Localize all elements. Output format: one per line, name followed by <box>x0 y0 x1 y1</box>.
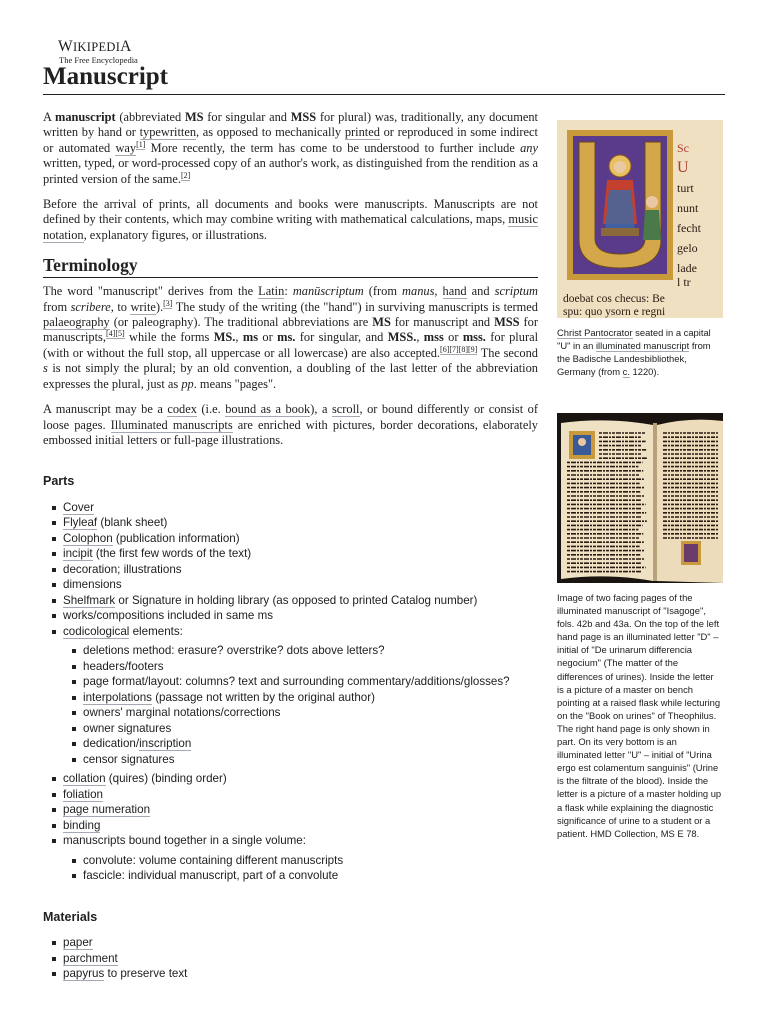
link-papyrus[interactable]: papyrus <box>63 967 105 981</box>
terminology-paragraph-1: The word "manuscript" derives from the Latin: manūscriptum (from manus, hand and scriptum from scribere, to write).[3] The study of the writing (the "hand") in surviving manuscripts is termed palaeography (or paleography). The traditional abbreviations are MS for manuscript and MSS for manuscripts,[4][5] while the forms MS., ms or ms. for singular, and MSS., mss or mss. for plural (with or without the full stop, all uppercase or all lowercase) are also accepted.[6][7][8][9] The second s is not simply the plural; by an old convention, a doubling of the last letter of the abbreviation expresses the plural, just as pp. means "pages". <box>43 284 539 391</box>
image-text-5: gelo <box>677 241 698 255</box>
intro-paragraph-1: A manuscript (abbreviated MS for singular and MSS for plural) was, traditionally, any document written by hand or typewritten, as opposed to mechanically printed or reproduced in some indirect or automated way[1] More recently, the term has come to be understood to further include any written, typed, or word-processed copy of an author's work, as distinguished from the rendition as a printed version of the same.[2] <box>43 110 538 186</box>
link-interpolations[interactable]: interpolations <box>83 690 152 704</box>
link-flyleaf[interactable]: Flyleaf <box>63 516 98 530</box>
list-item <box>63 802 538 818</box>
image-text-3: nunt <box>677 201 699 215</box>
parts-list <box>43 500 538 884</box>
link-write[interactable]: write <box>130 299 156 314</box>
link-paper[interactable]: paper <box>63 936 93 950</box>
list-item <box>63 787 538 803</box>
image-text-0: Sc <box>677 141 689 155</box>
ref-6-9[interactable]: [6][7][8][9] <box>440 344 478 354</box>
link-colophon[interactable]: Colophon <box>63 531 113 545</box>
link-typewritten[interactable]: typewritten <box>139 125 197 140</box>
list-item <box>63 935 538 951</box>
link-circa[interactable]: c. <box>622 366 630 378</box>
link-bound-as-a-book[interactable]: bound as a book <box>225 402 311 417</box>
link-cover[interactable]: Cover <box>63 500 94 514</box>
list-item: interpolations (passage not written by the original author) <box>83 690 538 706</box>
list-item <box>63 951 538 967</box>
image-text-4: fecht <box>677 221 701 235</box>
link-illuminated-manuscript[interactable]: illuminated manuscript <box>595 340 690 352</box>
list-item: headers/footers <box>83 659 538 675</box>
figure-christ-pantocrator <box>557 120 723 378</box>
terminology-paragraph-2: A manuscript may be a codex (i.e. bound as a book), a scroll, or bound differently or consist of loose pages. Illuminated manuscripts are enriched with pictures, border decorations, elaborately embossed initial letters or full-page illustrations. <box>43 402 538 447</box>
link-hand[interactable]: hand <box>442 284 467 299</box>
link-way[interactable]: way <box>115 140 137 155</box>
list-item: fascicle: individual manuscript, part of a convolute <box>83 868 538 884</box>
ref-3[interactable]: [3] <box>163 298 173 308</box>
ref-2[interactable]: [2] <box>180 170 191 180</box>
list-item: dimensions <box>63 577 538 593</box>
link-illuminated-manuscripts[interactable]: Illuminated manuscripts <box>110 417 233 432</box>
materials-list <box>43 935 538 982</box>
link-palaeography[interactable]: palaeography <box>43 315 110 330</box>
wikipedia-logo[interactable] <box>58 39 138 64</box>
list-item: Colophon (publication information) <box>63 531 538 547</box>
list-item: works/compositions included in same ms <box>63 608 538 624</box>
list-item: decoration; illustrations <box>63 562 538 578</box>
link-printed[interactable]: printed <box>344 125 380 140</box>
codicological-sublist <box>63 643 538 767</box>
link-christ-pantocrator[interactable]: Christ Pantocrator <box>557 327 633 338</box>
list-item: dedication/inscription <box>83 736 538 752</box>
list-item: codicological elements: deletions method: erasure? overstrike? dots above letters? headers/footers page format/layout: columns? text and surrounding commentary/additions/glosses? interpolations (passage not written by the original author) owners' marginal notations/corrections owner signatures dedication/inscription censor signatures <box>63 624 538 768</box>
page-title: Manuscript <box>43 62 725 95</box>
list-item: deletions method: erasure? overstrike? dots above letters? <box>83 643 538 659</box>
list-item: owners' marginal notations/corrections <box>83 705 538 721</box>
figure-1-caption: Christ Pantocrator seated in a capital "U" in an illuminated manuscript from the Badische Landesbibliothek, Germany (from c. 1220). <box>557 327 711 378</box>
link-parchment[interactable]: parchment <box>63 951 118 965</box>
list-item <box>63 818 538 834</box>
link-binding[interactable]: binding <box>63 818 101 832</box>
list-item: incipit (the first few words of the text) <box>63 546 538 562</box>
list-item: page format/layout: columns? text and surrounding commentary/additions/glosses? <box>83 674 538 690</box>
link-latin[interactable]: Latin <box>258 284 285 299</box>
image-text-8: doebat cos checus: Be <box>563 293 665 305</box>
link-collation[interactable]: collation <box>63 772 106 786</box>
heading-parts: Parts <box>43 474 75 489</box>
list-item <box>63 500 538 516</box>
image-text-6: lade <box>677 261 697 275</box>
list-item: manuscripts bound together in a single volume: convolute: volume containing different manuscripts fascicle: individual manuscript, part of a convolute <box>63 833 538 884</box>
link-incipit[interactable]: incipit <box>63 547 93 561</box>
figure-2-caption: Image of two facing pages of the illuminated manuscript of "Isagoge", fols. 42b and 43a. On the top of the left hand page is an illuminated letter "D" – initial of "De urinarum differencia negocium" (The matter of the differences of urines). Inside the letter is a picture of a master on bench pointing at a raised flask while lecturing on the "Book on urines" of Theophilus. The right hand page is only shown in part. On its very bottom is an illuminated letter "U" – initial of "Urina ergo est colamentum sanguinis" (Urine is the filtrate of the blood). Inside the letter is a picture of a master holding up a flask while explaining the diagnostic significance of urine to a student or a patient. HMD Collection, MS E 78. <box>557 592 722 839</box>
ref-4-5[interactable]: [4][5] <box>105 329 125 339</box>
link-music-notation[interactable]: music notation <box>43 212 538 242</box>
bound-together-sublist <box>63 853 538 884</box>
list-item: owner signatures <box>83 721 538 737</box>
image-text-7: l tr <box>677 275 691 289</box>
logo-wordmark: WIKIPEDIA <box>58 38 132 55</box>
link-codex[interactable]: codex <box>167 402 197 417</box>
figure-isagoge <box>557 413 723 840</box>
image-text-9: spu: quo ysorn e regni <box>563 306 666 318</box>
ref-1[interactable]: [1] <box>136 139 146 149</box>
link-scroll[interactable]: scroll <box>331 402 360 417</box>
intro-paragraph-2: Before the arrival of prints, all documents and books were manuscripts. Manuscripts are not defined by their contents, which may combine writing with mathematical calculations, maps, music notation, explanatory figures, or illustrations. <box>43 197 538 242</box>
link-inscription[interactable]: inscription <box>139 737 192 751</box>
christ-pantocrator-image[interactable] <box>557 120 723 318</box>
list-item: papyrus to preserve text <box>63 966 538 982</box>
article-body <box>43 110 538 982</box>
link-codicological[interactable]: codicological <box>63 624 130 638</box>
isagoge-image[interactable] <box>557 413 723 583</box>
list-item: convolute: volume containing different manuscripts <box>83 853 538 869</box>
image-text-1: U <box>677 159 689 176</box>
logo-tagline: The Free Encyclopedia <box>59 54 138 65</box>
heading-terminology: Terminology <box>43 255 538 278</box>
heading-materials: Materials <box>43 909 98 924</box>
image-text-2: turt <box>677 181 694 195</box>
list-item: collation (quires) (binding order) <box>63 771 538 787</box>
link-page-numeration[interactable]: page numeration <box>63 803 151 817</box>
list-item: Shelfmark or Signature in holding library (as opposed to printed Catalog number) <box>63 593 538 609</box>
list-item: censor signatures <box>83 752 538 768</box>
link-shelfmark[interactable]: Shelfmark <box>63 593 116 607</box>
link-foliation[interactable]: foliation <box>63 787 103 801</box>
list-item: Flyleaf (blank sheet) <box>63 515 538 531</box>
